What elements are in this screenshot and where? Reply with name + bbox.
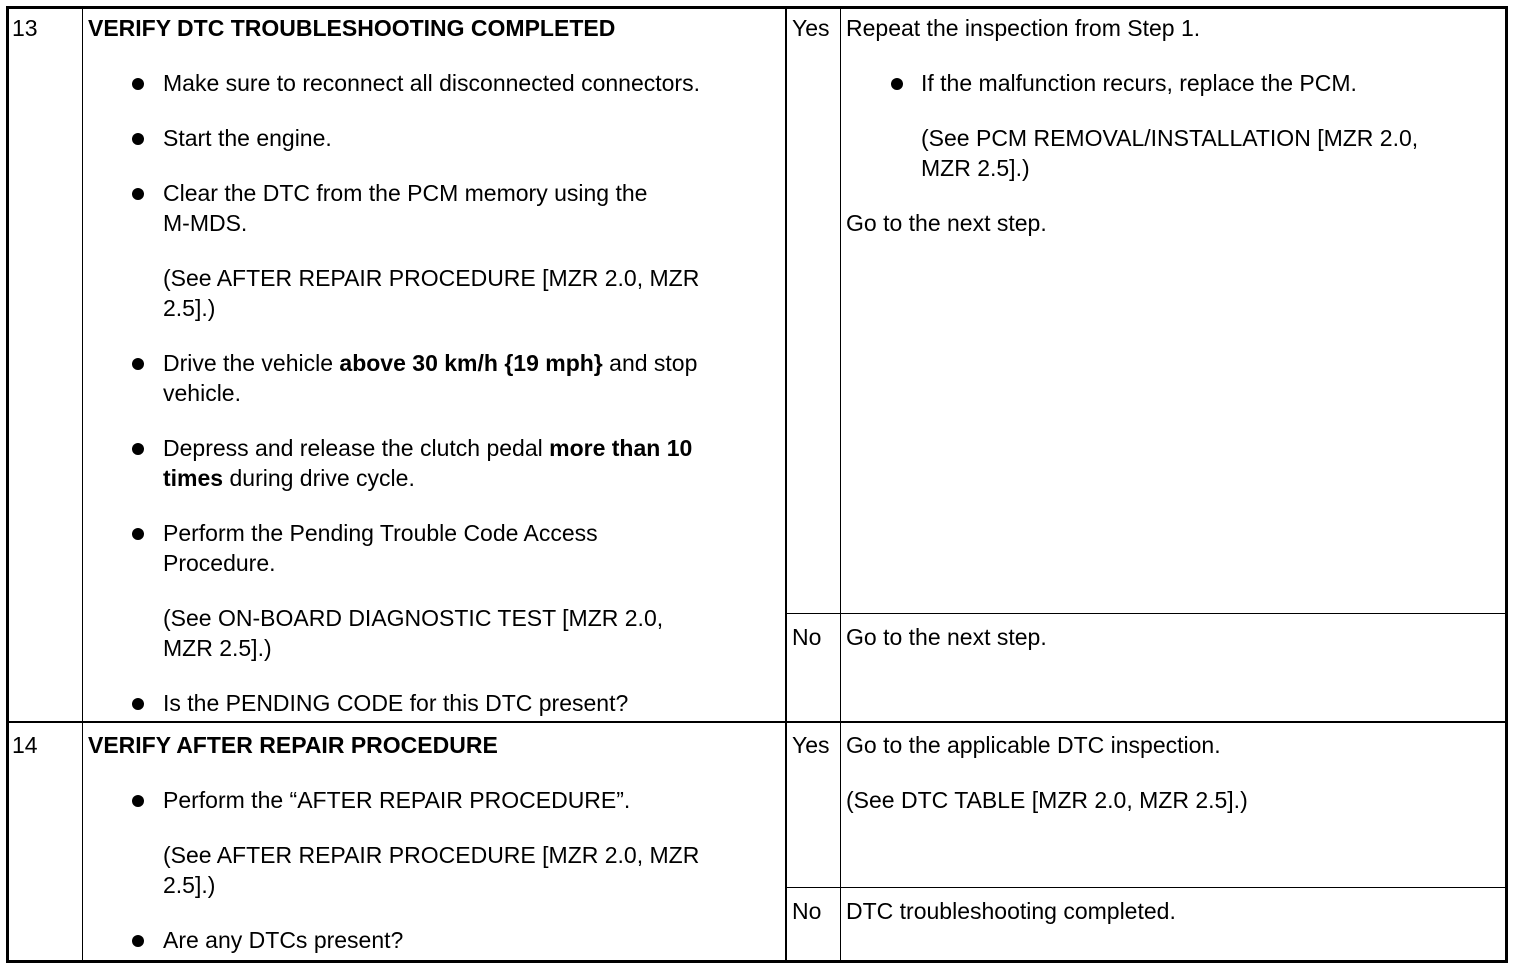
reference-note-line: MZR 2.5].)	[921, 155, 1030, 181]
step-number: 13	[12, 15, 38, 41]
reference-note-line: (See AFTER REPAIR PROCEDURE [MZR 2.0, MZR	[163, 842, 700, 868]
yes-label: Yes	[792, 15, 830, 41]
column-divider-result	[840, 6, 841, 963]
yes-label: Yes	[792, 732, 830, 758]
step-title: VERIFY DTC TROUBLESHOOTING COMPLETED	[88, 15, 616, 41]
reference-note-line: (See PCM REMOVAL/INSTALLATION [MZR 2.0,	[921, 125, 1419, 151]
action-item-line: M-MDS.	[163, 210, 248, 236]
action-item: Start the engine.	[163, 125, 332, 151]
reference-note-line: (See AFTER REPAIR PROCEDURE [MZR 2.0, MZR	[163, 265, 700, 291]
step-number: 14	[12, 732, 38, 758]
no-label: No	[792, 624, 822, 650]
column-divider-step	[82, 6, 83, 963]
action-item: Perform the “AFTER REPAIR PROCEDURE”.	[163, 787, 631, 813]
bullet-icon	[132, 935, 144, 947]
action-item-line: Clear the DTC from the PCM memory using the	[163, 180, 648, 206]
action-text: during drive cycle.	[223, 465, 415, 491]
action-item: Make sure to reconnect all disconnected connectors.	[163, 70, 700, 96]
yes-result-line: Go to the next step.	[846, 210, 1047, 236]
action-item-line: Procedure.	[163, 550, 276, 576]
action-text-bold: more than 10	[549, 435, 693, 461]
no-result: Go to the next step.	[846, 624, 1047, 650]
step-title: VERIFY AFTER REPAIR PROCEDURE	[88, 732, 498, 758]
action-text: Drive the vehicle	[163, 350, 340, 376]
bullet-icon	[891, 78, 903, 90]
action-item-line: Perform the Pending Trouble Code Access	[163, 520, 598, 546]
bullet-icon	[132, 78, 144, 90]
reference-note-line: MZR 2.5].)	[163, 635, 272, 661]
action-item: Are any DTCs present?	[163, 927, 404, 953]
yes-result-line: (See DTC TABLE [MZR 2.0, MZR 2.5].)	[846, 787, 1248, 813]
action-text-bold: above 30 km/h {19 mph}	[339, 350, 603, 376]
bullet-icon	[132, 358, 144, 370]
reference-note-line: (See ON-BOARD DIAGNOSTIC TEST [MZR 2.0,	[163, 605, 664, 631]
row14-yes-no-divider	[786, 887, 1506, 888]
reference-note-line: 2.5].)	[163, 872, 216, 898]
action-text-bold: times	[163, 465, 224, 491]
action-item-line: vehicle.	[163, 380, 241, 406]
action-text: and stop	[602, 350, 698, 376]
action-item-line	[163, 348, 697, 378]
yes-result-line: Repeat the inspection from Step 1.	[846, 15, 1201, 41]
no-label: No	[792, 898, 822, 924]
bullet-icon	[132, 795, 144, 807]
reference-note-line: 2.5].)	[163, 295, 216, 321]
bullet-icon	[132, 443, 144, 455]
no-result: DTC troubleshooting completed.	[846, 898, 1176, 924]
row13-yes-no-divider	[786, 613, 1506, 614]
bullet-icon	[132, 133, 144, 145]
column-divider-action	[785, 6, 787, 963]
yes-result-line: Go to the applicable DTC inspection.	[846, 732, 1221, 758]
bullet-icon	[132, 188, 144, 200]
bullet-icon	[132, 698, 144, 710]
action-item: Is the PENDING CODE for this DTC present?	[163, 690, 629, 716]
action-item-line	[163, 433, 692, 463]
action-item-line	[163, 463, 415, 493]
bullet-icon	[132, 528, 144, 540]
yes-result-bullet: If the malfunction recurs, replace the PCM.	[921, 70, 1357, 96]
action-text: Depress and release the clutch pedal	[163, 435, 550, 461]
row-divider-13-14	[6, 721, 1508, 723]
